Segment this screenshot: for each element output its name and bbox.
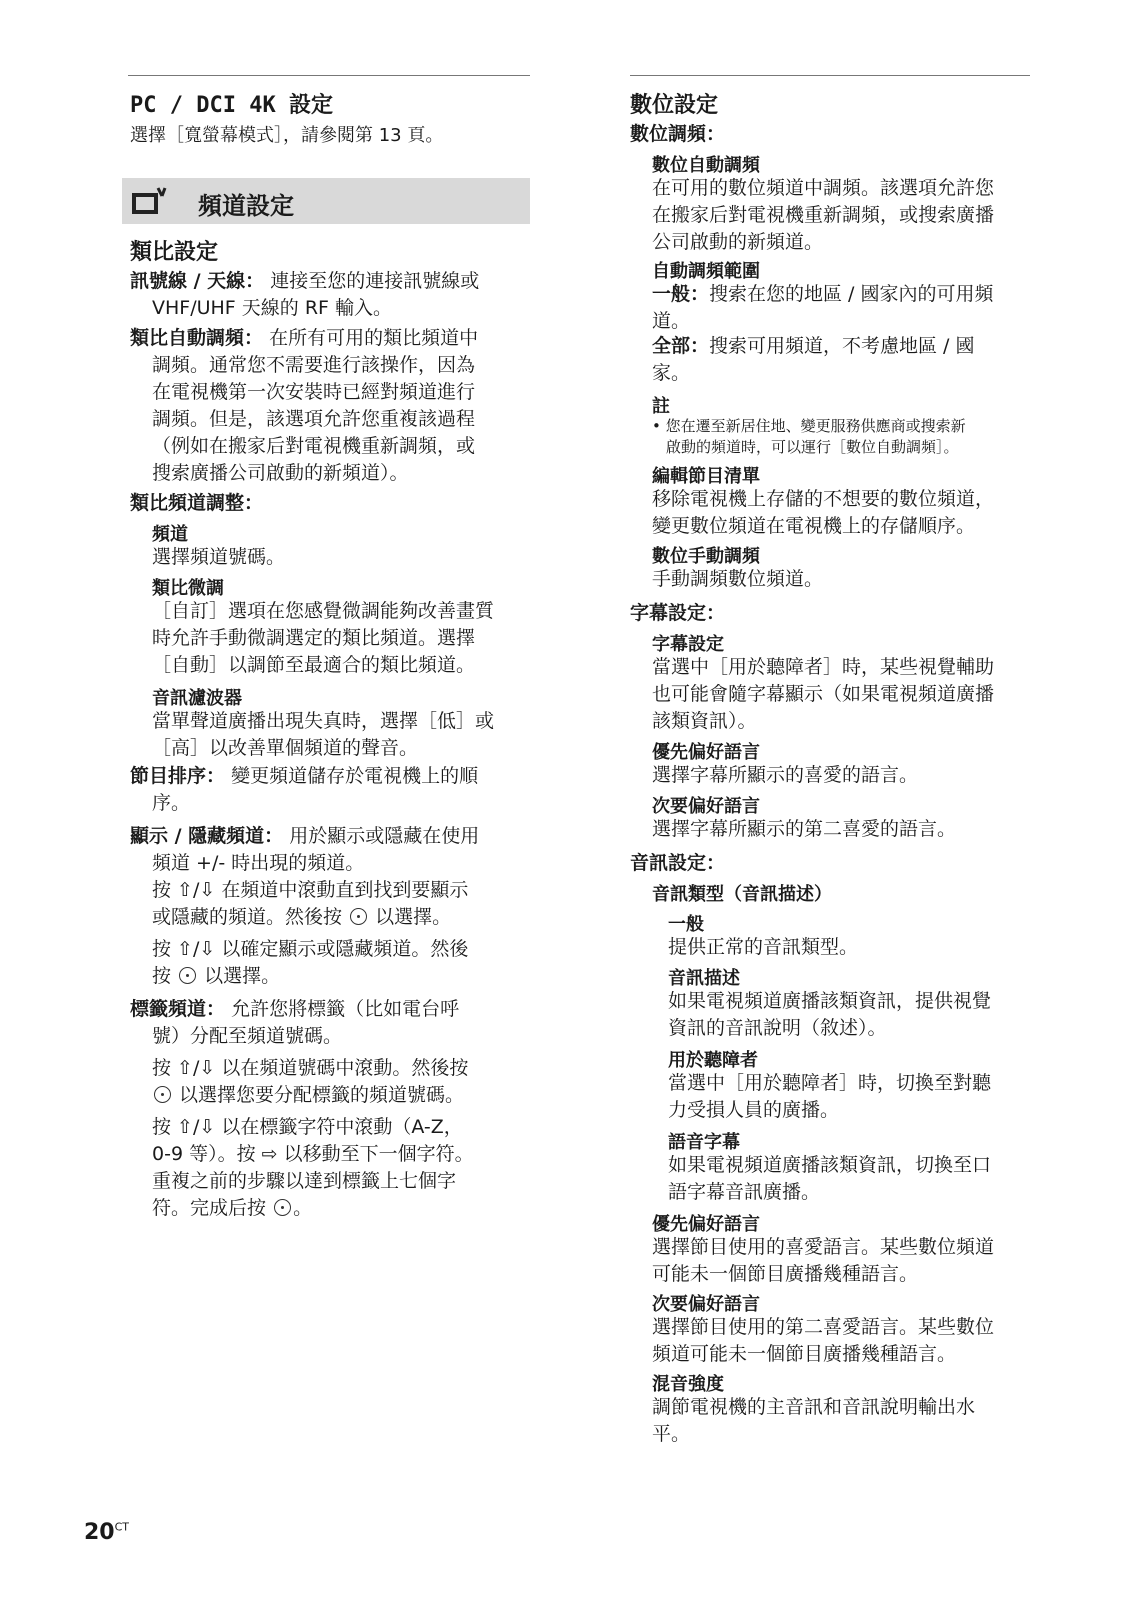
fine-tune-text [152,598,532,679]
digital-auto-line: 在可用的數位頻道中調頻。該選項允許您 [652,177,995,199]
range-general-text2: 道。 [652,310,691,332]
audio-filter-line: 當單聲道廣播出現失真時，選擇［低］或 [152,710,495,732]
analog-auto-line: （例如在搬家后對電視機重新調頻，或 [152,435,476,457]
analog-auto-line: 調頻。但是，該選項允許您重複該過程 [152,408,476,430]
fine-tune-line: ［自訂］選項在您感覺微調能夠改善畫質 [152,600,495,622]
note-title: 註 [652,396,670,417]
show-hide-step1b: 或隱藏的頻道。然後按 [152,906,343,928]
hearing-impaired-text [668,1070,1038,1124]
audio-secondary-language-subtitle: 次要偏好語言 [652,1294,760,1315]
audio-preferred-line: 可能未一個節目廣播幾種語言。 [652,1263,919,1285]
audio-secondary-line: 選擇節目使用的第二喜愛語言。某些數位 [652,1316,995,1338]
subtitle-line: 也可能會隨字幕顯示（如果電視頻道廣播 [652,683,995,705]
audio-filter-text [152,708,532,762]
general-subtitle: 一般 [668,914,704,935]
mix-level-line: 平。 [652,1423,691,1445]
label-channel-text2: 號）分配至頻道號碼。 [152,1025,343,1047]
audio-secondary-language-text [652,1314,1032,1368]
range-general-text1: 搜索在您的地區 / 國家內的可用頻 [709,283,994,305]
channel-settings-banner [122,178,530,224]
left-top-rule [128,75,530,76]
show-hide-text2: 頻道 +/- 時出現的頻道。 [152,852,365,874]
preferred-language-text: 選擇字幕所顯示的喜愛的語言。 [652,764,919,786]
show-hide-step2a: 按 ⇧/⇩ 以確定顯示或隱藏頻道。然後 [152,938,469,960]
label-step1b: 以選擇您要分配標籤的頻道號碼。 [179,1084,465,1106]
channel-subtitle: 頻道 [152,524,188,545]
analog-settings-title: 類比設定 [130,240,219,265]
spoken-subtitle-text [668,1152,1038,1206]
spoken-subtitle-line: 語字幕音訊廣播。 [668,1181,821,1203]
cable-text2: VHF/UHF 天線的 RF 輸入。 [152,297,392,319]
digital-tuning-label: 數位調頻： [630,123,726,145]
audio-desc-subtitle: 音訊描述 [668,968,740,989]
digital-settings-title: 數位設定 [630,93,719,118]
secondary-language-text: 選擇字幕所顯示的第二喜愛的語言。 [652,818,957,840]
show-hide-step2b: 按 [152,965,172,987]
edit-program-line: 變更數位頻道在電視機上的存儲順序。 [652,515,976,537]
label-channel-item [130,996,530,1222]
cable-antenna-item [130,268,530,322]
audio-desc-text [668,988,1038,1042]
analog-auto-line: 在電視機第一次安裝時已經對頻道進行 [152,381,476,403]
enter-button-icon [274,1199,291,1216]
range-all-label: 全部： [652,335,710,357]
subtitle-line: 當選中［用於聽障者］時，某些視覺輔助 [652,656,995,678]
note-line: 啟動的頻道時，可以運行［數位自動調頻］。 [666,438,959,456]
range-all-text1: 搜索可用頻道，不考慮地區 / 國 [709,335,975,357]
right-top-rule [630,75,1030,76]
page-number: $20^{CT}$ [84,1520,130,1545]
show-hide-step2c: 以選擇。 [204,965,281,987]
channel-icon [132,186,168,216]
audio-preferred-language-subtitle: 優先偏好語言 [652,1214,760,1235]
program-sort-label: 節目排序： [130,765,226,787]
digital-auto-text [652,175,1032,256]
enter-button-icon [350,908,367,925]
digital-auto-line: 公司啟動的新頻道。 [652,231,824,253]
audio-settings-label: 音訊設定： [630,852,726,874]
pc-dci-text: 選擇［寬螢幕模式］，請參閱第 13 頁。 [130,125,444,146]
show-hide-step1a: 按 ⇧/⇩ 在頻道中滾動直到找到要顯示 [152,879,469,901]
pc-dci-title: PC / DCI 4K 設定 [130,93,333,118]
note-text [652,416,1032,458]
fine-tune-subtitle: 類比微調 [152,578,224,599]
subtitle-line: 該類資訊）。 [652,710,757,732]
label-step1a: 按 ⇧/⇩ 以在頻道號碼中滾動。然後按 [152,1057,469,1079]
analog-adjust-label: 類比頻道調整： [130,492,264,514]
analog-auto-text1: 在所有可用的類比頻道中 [269,327,479,349]
digital-auto-subtitle: 數位自動調頻 [652,155,760,176]
label-step2c: 重複之前的步驟以達到標籤上七個字 [152,1170,457,1192]
range-general-label: 一般： [652,283,710,305]
mix-level-text [652,1394,1032,1448]
analog-auto-tuning-item [130,325,530,487]
label-step2a: 按 ⇧/⇩ 以在標籤字符中滾動（A-Z， [152,1116,463,1138]
range-general-text [652,281,1032,335]
edit-program-line: 移除電視機上存儲的不想要的數位頻道， [652,488,995,510]
digital-manual-text: 手動調頻數位頻道。 [652,568,824,590]
note-line: • 您在遷至新居住地、變更服務供應商或搜索新 [652,417,966,435]
show-hide-text1: 用於顯示或隱藏在使用 [289,825,480,847]
spoken-subtitle-subtitle: 語音字幕 [668,1132,740,1153]
audio-preferred-line: 選擇節目使用的喜愛語言。某些數位頻道 [652,1236,995,1258]
audio-type-subtitle: 音訊類型（音訊描述） [652,884,832,905]
program-sort-item [130,763,530,817]
cable-text1: 連接至您的連接訊號線或 [270,270,480,292]
page-suffix: CT [114,1520,130,1534]
hearing-impaired-subtitle: 用於聽障者 [668,1050,758,1071]
program-sort-text1: 變更頻道儲存於電視機上的順 [231,765,479,787]
banner-title: 頻道設定 [198,192,294,220]
audio-desc-line: 如果電視頻道廣播該類資訊，提供視覺 [668,990,992,1012]
edit-program-text [652,486,1032,540]
hearing-impaired-line: 當選中［用於聽障者］時，切換至對聽 [668,1072,992,1094]
analog-auto-line: 調頻。通常您不需要進行該操作，因為 [152,354,476,376]
digital-auto-line: 在搬家后對電視機重新調頻，或搜索廣播 [652,204,995,226]
spoken-subtitle-line: 如果電視頻道廣播該類資訊，切換至口 [668,1154,992,1176]
analog-auto-line: 搜索廣播公司啟動的新頻道）。 [152,462,409,484]
program-sort-text2: 序。 [152,792,191,814]
label-step2b: 0-9 等）。按 ⇨ 以移動至下一個字符。 [152,1143,474,1165]
audio-secondary-line: 頻道可能未一個節目廣播幾種語言。 [652,1343,957,1365]
fine-tune-line: ［自動］以調節至最適合的類比頻道。 [152,654,476,676]
mix-level-line: 調節電視機的主音訊和音訊說明輸出水 [652,1396,976,1418]
audio-desc-line: 資訊的音訊說明（敘述）。 [668,1017,887,1039]
digital-manual-subtitle: 數位手動調頻 [652,546,760,567]
hearing-impaired-line: 力受損人員的廣播。 [668,1099,840,1121]
show-hide-item [130,823,530,990]
show-hide-step1c: 以選擇。 [375,906,452,928]
fine-tune-line: 時允許手動微調選定的類比頻道。選擇 [152,627,476,649]
edit-program-subtitle: 編輯節目清單 [652,466,760,487]
secondary-language-subtitle: 次要偏好語言 [652,796,760,817]
audio-filter-subtitle: 音訊濾波器 [152,688,242,709]
label-step2e: 。 [293,1197,313,1219]
general-text: 提供正常的音訊類型。 [668,936,859,958]
audio-filter-line: ［高］以改善單個頻道的聲音。 [152,737,419,759]
enter-button-icon [179,967,196,984]
subtitle-settings-label: 字幕設定： [630,602,726,624]
auto-range-subtitle: 自動調頻範圍 [652,261,760,282]
label-channel-text1: 允許您將標籤（比如電台呼 [231,998,460,1020]
show-hide-label: 顯示 / 隱藏頻道： [130,825,284,847]
subtitle-text [652,654,1032,735]
preferred-language-subtitle: 優先偏好語言 [652,742,760,763]
subtitle-subtitle: 字幕設定 [652,634,724,655]
audio-preferred-language-text [652,1234,1032,1288]
label-channel-label: 標籤頻道： [130,998,226,1020]
analog-auto-label: 類比自動調頻： [130,327,264,349]
mix-level-subtitle: 混音強度 [652,1374,724,1395]
enter-button-icon [154,1086,171,1103]
range-all-text [652,333,1032,387]
cable-label: 訊號線 / 天線： [130,270,265,292]
range-all-text2: 家。 [652,362,691,384]
channel-text: 選擇頻道號碼。 [152,546,286,568]
label-step2d: 符。完成后按 [152,1197,267,1219]
